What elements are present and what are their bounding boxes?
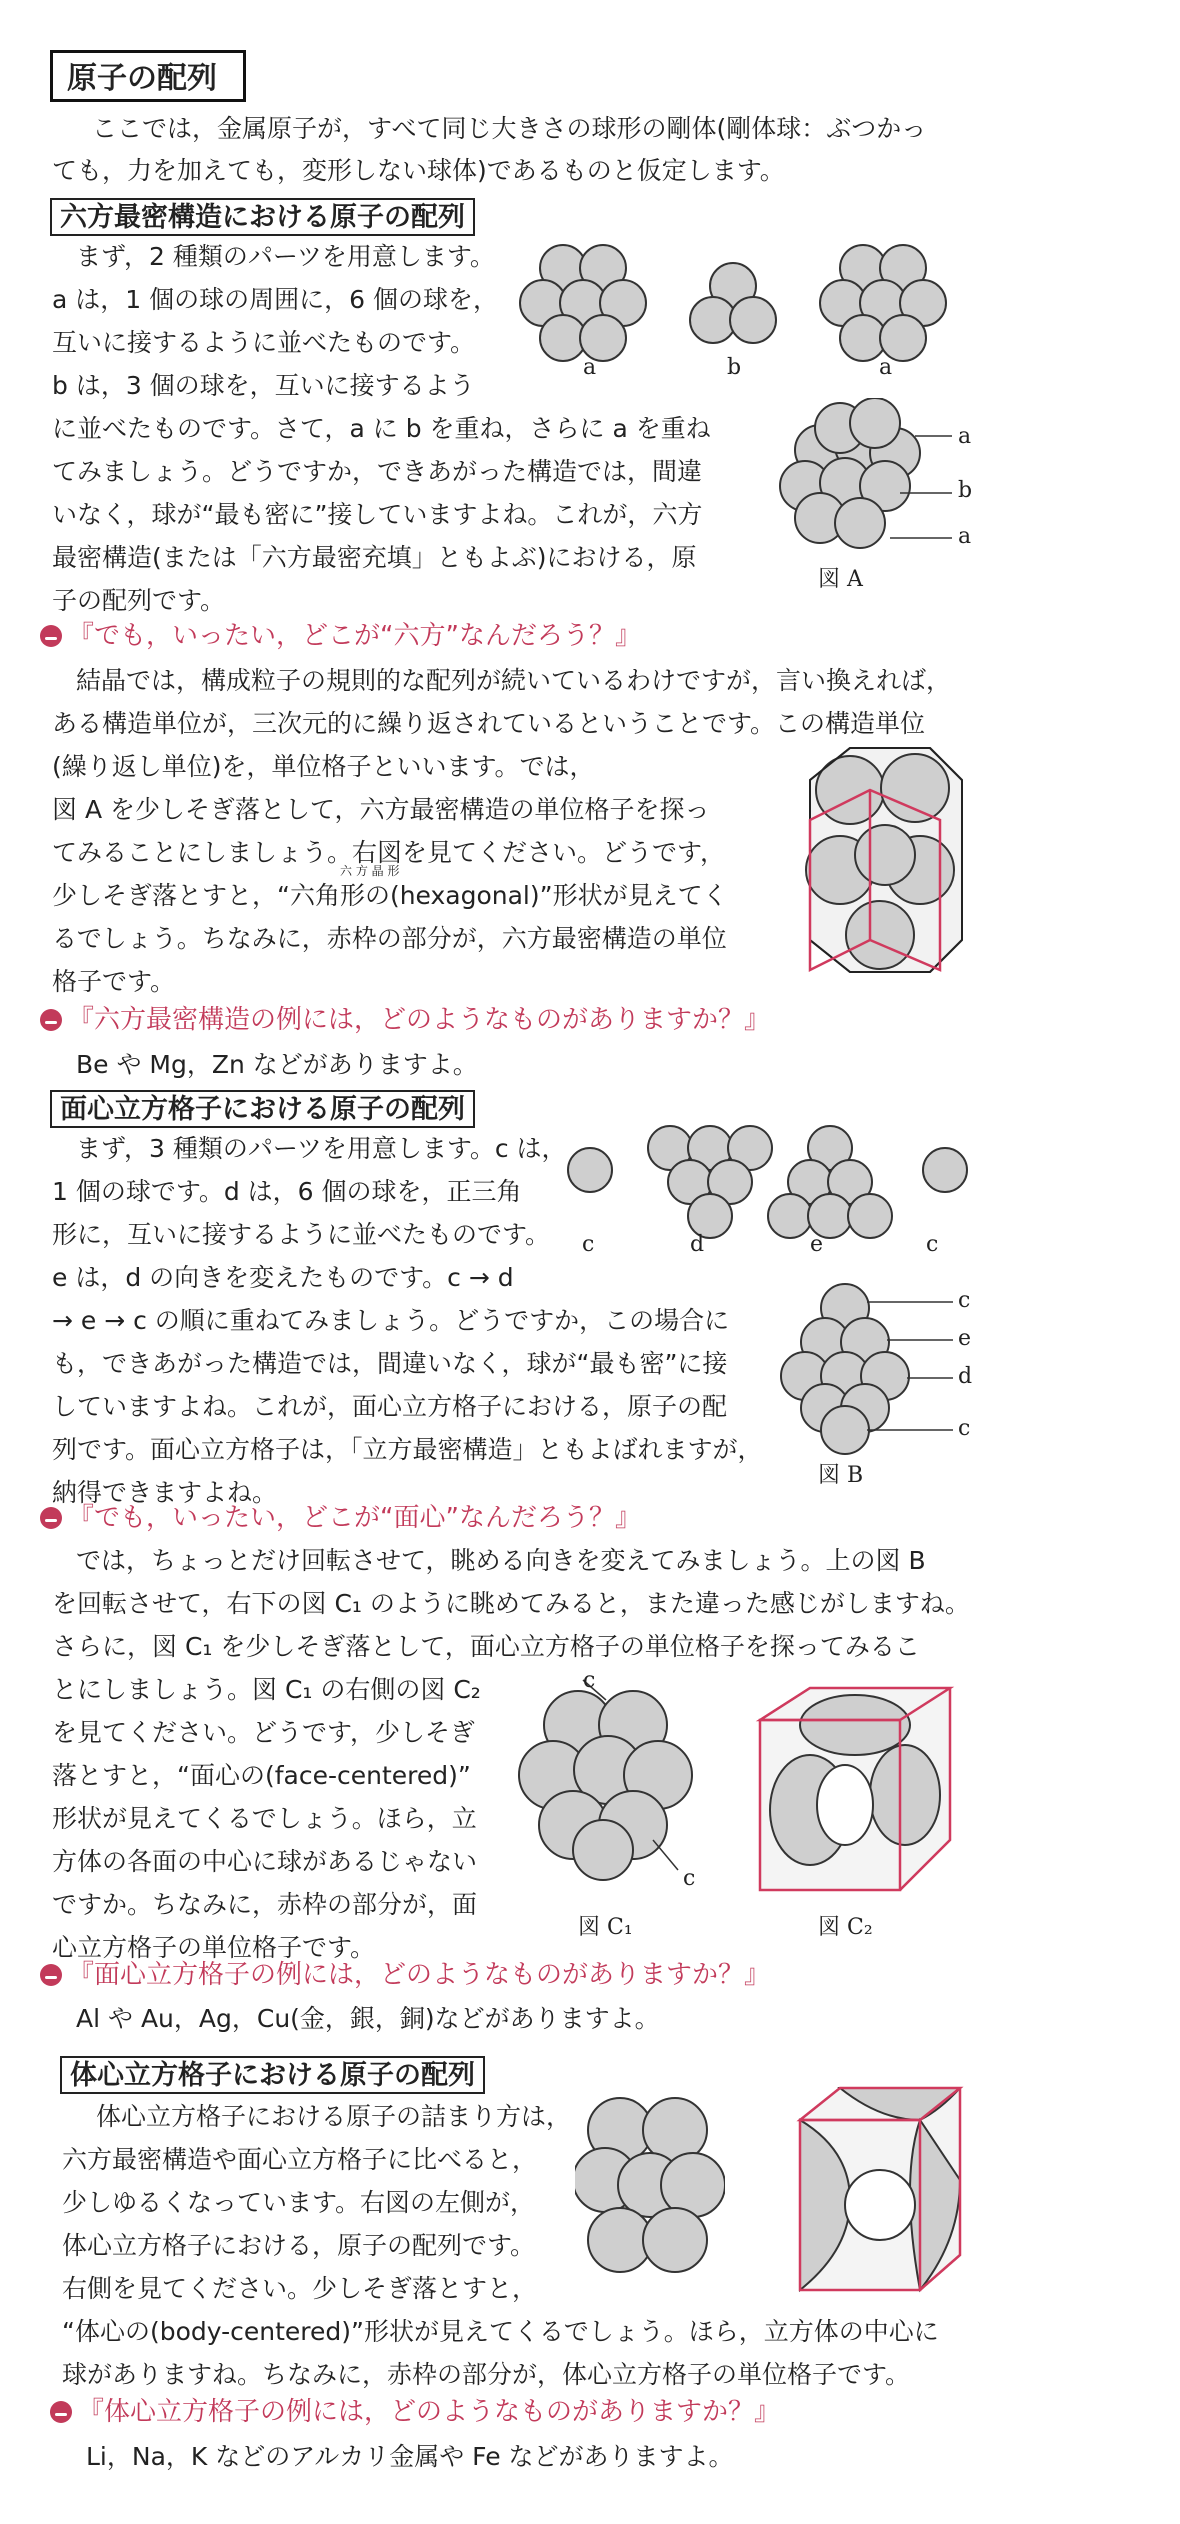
caption-figure-b: 図 B [818, 1463, 864, 1488]
ruby-annotation: 六 方 晶 形 [340, 864, 400, 878]
fcc-answer-line: を回転させて，右下の図 C₁ のように眺めてみると，また違った感じがしますね。 [52, 1589, 970, 1618]
hcp-answer-line: 結晶では，構成粒子の規則的な配列が続いているわけですが，言い換えれば， [76, 666, 952, 695]
hcp-line: に並べたものです。さて，a に b を重ね，さらに a を重ね [52, 414, 711, 443]
question-hcp-why [40, 616, 641, 656]
hcp-answer-line: ある構造単位が，三次元的に繰り返されているということです。この構造単位 [52, 709, 926, 738]
part-e [768, 1126, 892, 1238]
question-bcc-examples [50, 2392, 780, 2432]
figure-a-stack [760, 398, 960, 568]
figure-b-stack [775, 1280, 975, 1460]
hcp-answer-line: 少しそぎ落とすと，“六角形の(hexagonal)”形状が見えてく [52, 881, 728, 910]
bcc-line: 少しゆるくなっています。右図の左側が， [62, 2188, 536, 2217]
label-d: d [958, 1364, 973, 1389]
bcc-line: 六方最密構造や面心立方格子に比べると， [62, 2145, 538, 2174]
hcp-examples-answer: Be や Mg，Zn などがありますよ。 [76, 1050, 478, 1079]
caption-figure-c2: 図 C₂ [818, 1915, 873, 1940]
part-d [648, 1126, 772, 1238]
fcc-line: まず，3 種類のパーツを用意します。c は， [76, 1134, 567, 1163]
page-title: 原子の配列 [50, 50, 246, 102]
fcc-line: e は，d の向きを変えたものです。c → d [52, 1263, 514, 1292]
face-icon [40, 1507, 62, 1529]
part-c [568, 1148, 612, 1192]
label-e: e [958, 1326, 972, 1351]
figure-c2-cube [750, 1680, 960, 1910]
hcp-line: 互いに接するように並べたものです。 [52, 328, 476, 357]
hcp-line: a は，1 個の球の周囲に，6 個の球を， [52, 285, 498, 314]
hcp-line: てみましょう。どうですか，できあがった構造では，間違 [52, 457, 703, 486]
bcc-cube-figure [790, 2080, 970, 2300]
hcp-line: 子の配列です。 [52, 586, 226, 615]
fcc-line: 形に，互いに接するように並べたものです。 [52, 1220, 551, 1249]
part-a-right [820, 245, 946, 361]
fcc-answer-line: ですか。ちなみに，赤枠の部分が，面 [52, 1890, 478, 1919]
bcc-cluster-figure [575, 2090, 725, 2290]
hcp-answer-line: 図 A を少しそぎ落として，六方最密構造の単位格子を探っ [52, 795, 710, 824]
fcc-answer-line: さらに，図 C₁ を少しそぎ落として，面心立方格子の単位格子を探ってみるこ [52, 1632, 920, 1661]
hcp-line: b は，3 個の球を，互いに接するよう [52, 371, 475, 400]
bcc-line: 球がありますね。ちなみに，赤枠の部分が，体心立方格子の単位格子です。 [62, 2360, 911, 2389]
caption-figure-c1: 図 C₁ [578, 1915, 633, 1940]
hcp-answer-line: 格子です。 [52, 967, 176, 996]
label-d: d [690, 1232, 705, 1257]
face-icon [40, 625, 62, 647]
bcc-heading: 体心立方格子における原子の配列 [60, 2056, 485, 2094]
fcc-parts-figure [560, 1120, 980, 1240]
question-text: 『体心立方格子の例には，どのようなものがありますか？』 [78, 2397, 781, 2427]
fcc-examples-answer: Al や Au，Ag，Cu(金，銀，銅)などがありますよ。 [76, 2004, 660, 2033]
part-b [690, 263, 776, 343]
intro-line-2: ても，力を加えても，変形しない球体)であるものと仮定します。 [52, 156, 785, 185]
label-a: a [879, 355, 893, 380]
face-icon [40, 1964, 62, 1986]
bcc-line: 体心立方格子における，原子の配列です。 [62, 2231, 536, 2260]
fcc-line: 納得できますよね。 [52, 1478, 278, 1507]
question-fcc-examples [40, 1955, 770, 1995]
part-c [923, 1148, 967, 1192]
label-a: a [583, 355, 597, 380]
label-c: c [683, 1866, 696, 1891]
fcc-answer-line: 形状が見えてくるでしょう。ほら，立 [52, 1804, 477, 1833]
question-fcc-why [40, 1498, 641, 1538]
hcp-line: いなく，球が“最も密に”接していますよね。これが，六方 [52, 500, 703, 529]
fcc-line: 列です。面心立方格子は，「立方最密構造」ともよばれますが， [52, 1435, 763, 1464]
fcc-line: していますよね。これが，面心立方格子における，原子の配 [52, 1392, 728, 1421]
question-text: 『でも，いったい，どこが“六方”なんだろう？』 [68, 621, 641, 651]
bcc-line: 体心立方格子における原子の詰まり方は， [96, 2102, 572, 2131]
label-c: c [958, 1416, 971, 1441]
question-text: 『六方最密構造の例には，どのようなものがありますか？』 [68, 1005, 771, 1035]
bcc-examples-answer: Li，Na，K などのアルカリ金属や Fe などがありますよ。 [86, 2442, 734, 2471]
fcc-answer-line: 心立方格子の単位格子です。 [52, 1933, 376, 1962]
fcc-answer-line: を見てください。どうです，少しそぎ [52, 1718, 476, 1747]
label-c: c [926, 1232, 939, 1257]
question-text: 『面心立方格子の例には，どのようなものがありますか？』 [68, 1960, 771, 1990]
fcc-answer-line: 方体の各面の中心に球があるじゃない [52, 1847, 478, 1876]
caption-figure-a: 図 A [818, 567, 863, 592]
fcc-answer-line: 落とすと，“面心の(face-centered)” [52, 1761, 471, 1790]
label-c: c [582, 1232, 595, 1257]
intro-line-1: ここでは，金属原子が，すべて同じ大きさの球形の剛体(剛体球：ぶつかっ [92, 114, 927, 143]
fcc-line: → e → c の順に重ねてみましょう。どうですか，この場合に [52, 1306, 730, 1335]
label-c: c [958, 1288, 971, 1313]
part-a-left [520, 245, 646, 361]
hcp-heading: 六方最密構造における原子の配列 [50, 198, 475, 236]
fcc-line: 1 個の球です。d は，6 個の球を，正三角 [52, 1177, 522, 1206]
fcc-answer-line: とにしましょう。図 C₁ の右側の図 C₂ [52, 1675, 481, 1704]
label-e: e [810, 1232, 824, 1257]
bcc-line: “体心の(body-centered)”形状が見えてくるでしょう。ほら，立方体の中心に [62, 2317, 939, 2346]
question-hcp-examples [40, 1000, 770, 1040]
question-text: 『でも，いったい，どこが“面心”なんだろう？』 [68, 1503, 641, 1533]
label-a: a [958, 524, 972, 549]
face-icon [40, 1009, 62, 1031]
label-b: b [958, 478, 973, 503]
fcc-answer-line: では，ちょっとだけ回転させて，眺める向きを変えてみましょう。上の図 B [76, 1546, 926, 1575]
label-b: b [727, 355, 742, 380]
fcc-heading: 面心立方格子における原子の配列 [50, 1090, 475, 1128]
hcp-answer-line: (繰り返し単位)を，単位格子といいます。では， [52, 752, 595, 781]
label-a: a [958, 424, 972, 449]
fcc-line: も，できあがった構造では，間違いなく，球が“最も密”に接 [52, 1349, 728, 1378]
label-c: c [583, 1668, 596, 1693]
hcp-answer-line: るでしょう。ちなみに，赤枠の部分が，六方最密構造の単位 [52, 924, 727, 953]
face-icon [50, 2401, 72, 2423]
hexagonal-cell-figure [790, 740, 970, 980]
hcp-line: 最密構造(または「六方最密充填」ともよぶ)における，原 [52, 543, 697, 572]
figure-c1-cluster [498, 1670, 718, 1890]
bcc-line: 右側を見てください。少しそぎ落とすと， [62, 2274, 538, 2303]
hcp-answer-line: てみることにしましょう。右図を見てください。どうです， [52, 838, 726, 867]
hcp-line: まず，2 種類のパーツを用意します。 [76, 242, 495, 271]
